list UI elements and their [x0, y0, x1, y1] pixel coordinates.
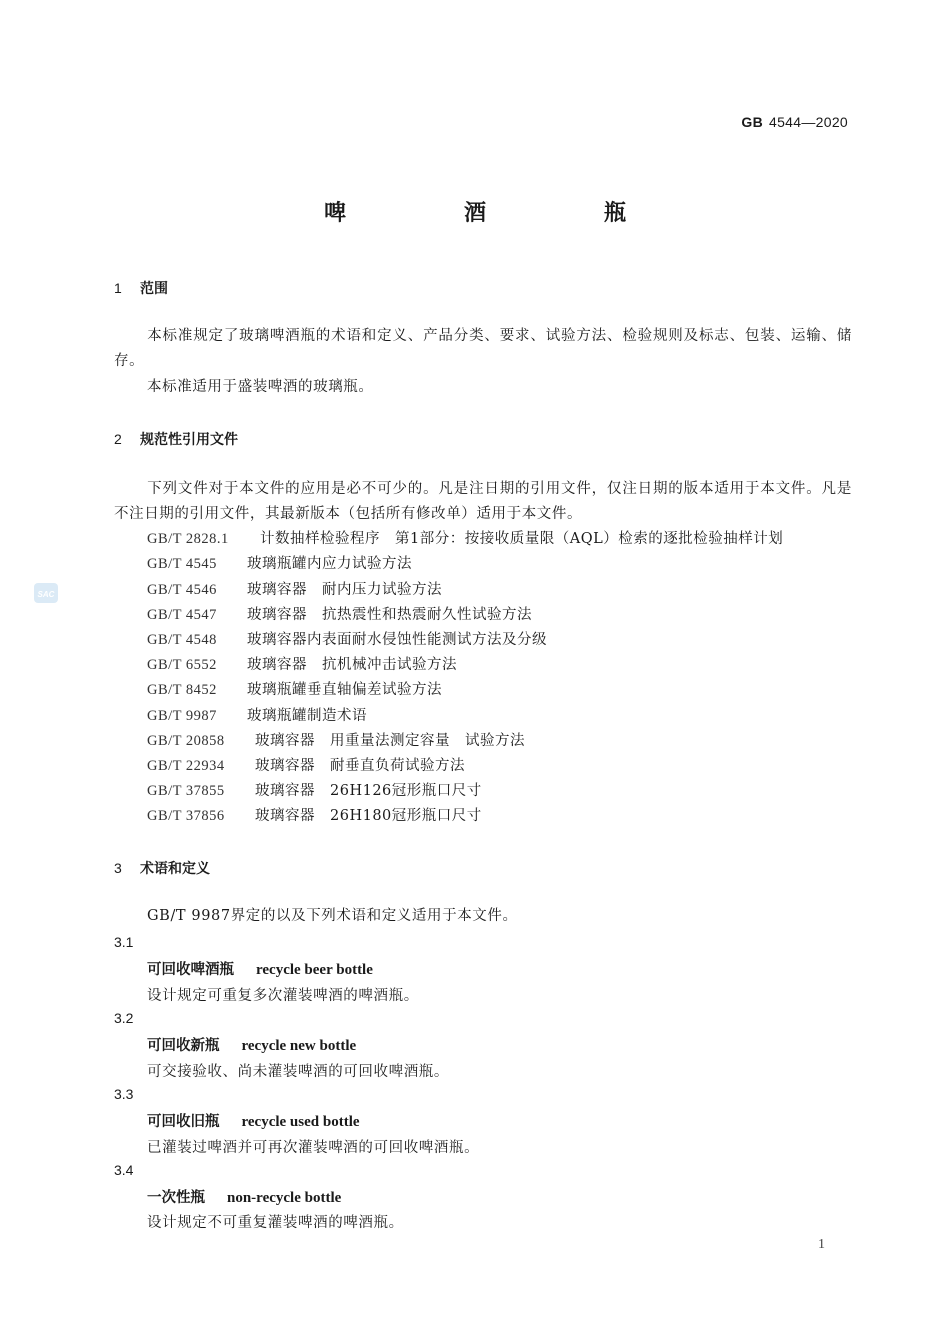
section-2-number: 2: [114, 431, 122, 447]
reference-item: [147, 804, 482, 829]
reference-code: GB/T 6552: [147, 657, 217, 673]
reference-item: [147, 779, 482, 804]
clause-number: 3.3: [114, 1086, 134, 1102]
reference-title: 玻璃容器 耐内压力试验方法: [247, 582, 442, 598]
term-definition: 设计规定可重复多次灌装啤酒的啤酒瓶。: [147, 988, 419, 1004]
section-3-title: 术语和定义: [140, 861, 210, 877]
reference-title: 玻璃容器 26H180冠形瓶口尺寸: [255, 808, 482, 824]
section-1-heading: [114, 278, 168, 298]
reference-title: 玻璃容器 26H126冠形瓶口尺寸: [255, 783, 482, 799]
document-title: 啤 酒 瓶: [323, 201, 674, 226]
reference-code: GB/T 4545: [147, 556, 217, 572]
reference-item: [147, 578, 442, 603]
page-number: 1: [818, 1237, 825, 1252]
reference-item: [147, 678, 442, 703]
standard-number: 4544—2020: [769, 114, 848, 130]
reference-code: GB/T 4547: [147, 607, 217, 623]
reference-title: 玻璃瓶罐垂直轴偏差试验方法: [247, 682, 442, 698]
section-1-paragraph-1-text: 本标准规定了玻璃啤酒瓶的术语和定义、产品分类、要求、试验方法、检验规则及标志、包装、运输、储存。: [114, 328, 852, 369]
section-2-title: 规范性引用文件: [140, 432, 238, 448]
reference-code: GB/T 4546: [147, 582, 217, 598]
reference-code: GB/T 8452: [147, 682, 217, 698]
reference-code: GB/T 9987: [147, 708, 217, 724]
term-entry: [147, 1110, 360, 1131]
term-entry: [147, 1186, 341, 1207]
reference-item: [147, 603, 532, 628]
term-chinese: 可回收新瓶: [147, 1038, 220, 1054]
term-definition: 已灌装过啤酒并可再次灌装啤酒的可回收啤酒瓶。: [147, 1140, 480, 1156]
term-english: non-recycle bottle: [227, 1190, 342, 1206]
reference-code: GB/T 22934: [147, 758, 225, 774]
section-2-heading: [114, 429, 238, 449]
term-chinese: 一次性瓶: [147, 1190, 205, 1206]
term-entry: [147, 1034, 356, 1055]
reference-code: GB/T 2828.1: [147, 531, 229, 547]
reference-code: GB/T 37856: [147, 808, 225, 824]
term-english: recycle used bottle: [241, 1114, 360, 1130]
term-chinese: 可回收旧瓶: [147, 1114, 220, 1130]
reference-item: [147, 628, 547, 653]
reference-code: GB/T 20858: [147, 733, 225, 749]
standard-code: [741, 114, 848, 130]
reference-title: 玻璃容器 抗热震性和热震耐久性试验方法: [247, 607, 532, 623]
reference-title: 玻璃容器 用重量法测定容量 试验方法: [255, 733, 525, 749]
section-1-paragraph-2-text: 本标准适用于盛装啤酒的玻璃瓶。: [147, 379, 374, 395]
standard-prefix: GB: [741, 114, 763, 130]
clause-number: 3.2: [114, 1010, 134, 1026]
term-entry: [147, 958, 373, 979]
section-3-intro: [114, 904, 852, 929]
reference-title: 计数抽样检验程序 第1部分：按接收质量限（AQL）检索的逐批检验抽样计划: [260, 531, 784, 547]
reference-item: [147, 653, 457, 678]
clause-number: 3.4: [114, 1162, 134, 1178]
sac-watermark-logo: [33, 582, 59, 604]
term-english: recycle beer bottle: [256, 962, 373, 978]
reference-item: [147, 729, 525, 754]
section-1-paragraph-1: [114, 324, 852, 374]
section-1-number: 1: [114, 280, 122, 296]
reference-item: [147, 704, 367, 729]
svg-text:SAC: SAC: [37, 590, 55, 599]
section-3-number: 3: [114, 860, 122, 876]
term-definition: 设计规定不可重复灌装啤酒的啤酒瓶。: [147, 1215, 404, 1231]
reference-title: 玻璃容器 抗机械冲击试验方法: [247, 657, 457, 673]
section-2-intro: [114, 477, 852, 527]
reference-title: 玻璃瓶罐制造术语: [247, 708, 367, 724]
term-english: recycle new bottle: [241, 1038, 357, 1054]
section-3-intro-text: GB/T 9987界定的以及下列术语和定义适用于本文件。: [147, 908, 518, 924]
reference-item: [147, 527, 783, 552]
clause-number: 3.1: [114, 934, 134, 950]
reference-code: GB/T 4548: [147, 632, 217, 648]
section-3-heading: [114, 858, 210, 878]
term-chinese: 可回收啤酒瓶: [147, 962, 234, 978]
section-1-paragraph-2: [114, 375, 852, 400]
reference-item: [147, 552, 412, 577]
reference-title: 玻璃容器内表面耐水侵蚀性能测试方法及分级: [247, 632, 547, 648]
term-definition: 可交接验收、尚未灌装啤酒的可回收啤酒瓶。: [147, 1064, 449, 1080]
reference-code: GB/T 37855: [147, 783, 225, 799]
reference-item: [147, 754, 465, 779]
section-1-title: 范围: [140, 281, 168, 297]
section-2-intro-text: 下列文件对于本文件的应用是必不可少的。凡是注日期的引用文件，仅注日期的版本适用于本文件。凡是不注日期的引用文件，其最新版本（包括所有修改单）适用于本文件。: [114, 481, 852, 522]
reference-title: 玻璃容器 耐垂直负荷试验方法: [255, 758, 465, 774]
reference-title: 玻璃瓶罐内应力试验方法: [247, 556, 412, 572]
